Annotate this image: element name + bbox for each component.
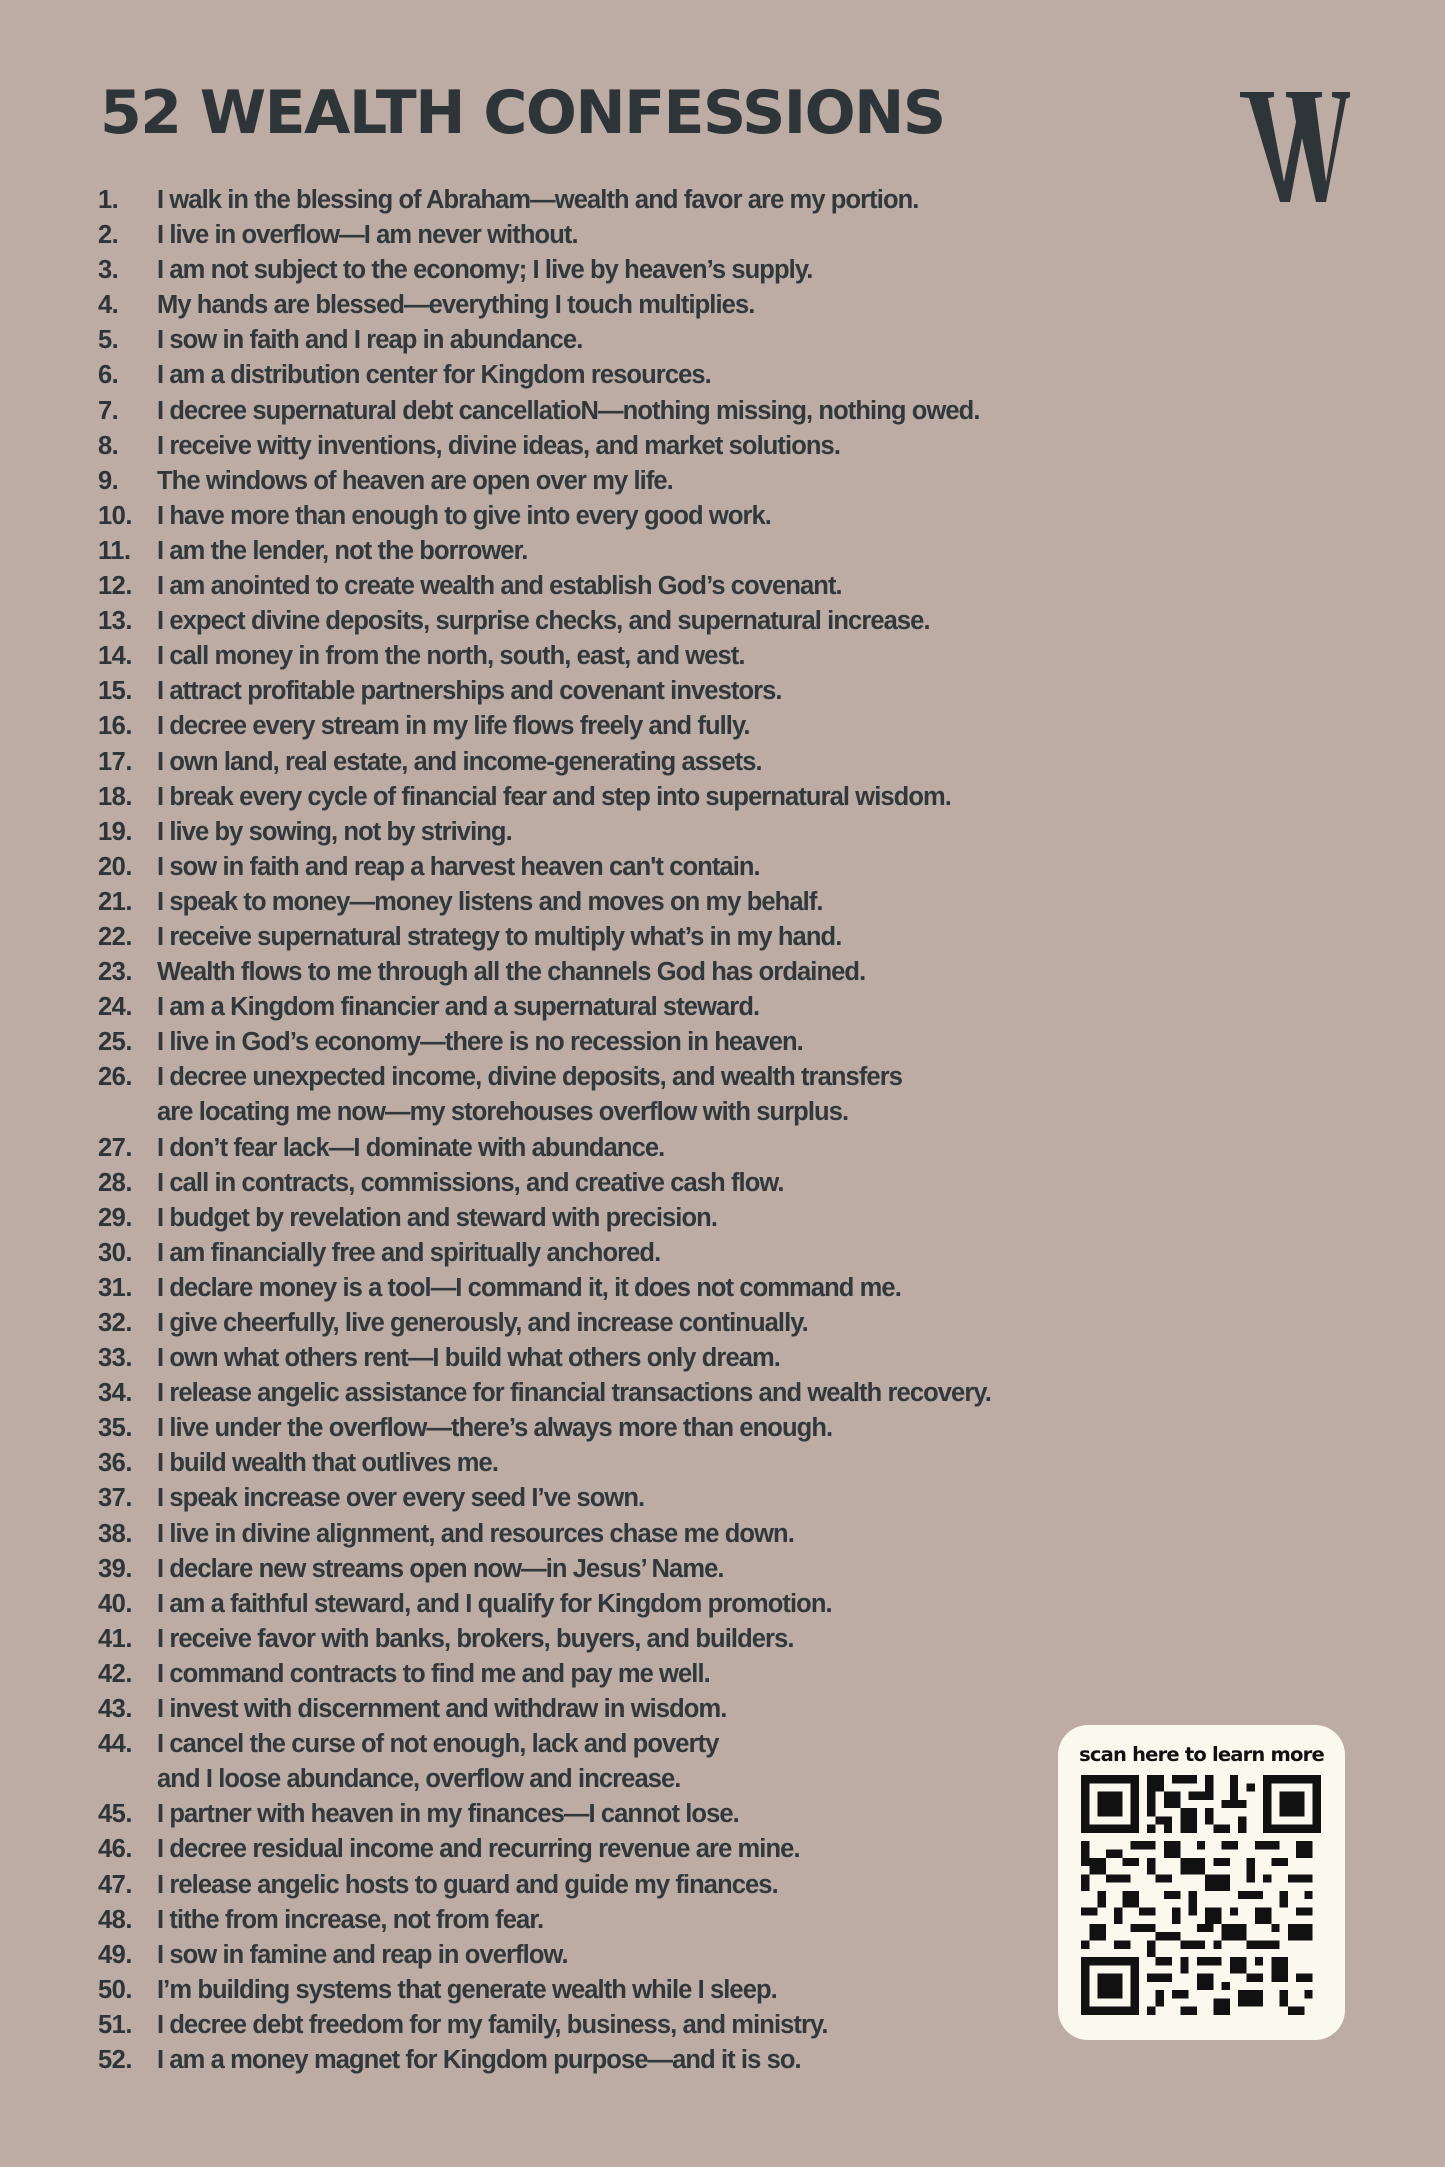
confession-text-line: I’m building systems that generate wealth while I sleep. bbox=[157, 1975, 777, 2004]
confession-text-line: The windows of heaven are open over my life. bbox=[157, 466, 673, 495]
confession-text-line: I give cheerfully, live generously, and increase continually. bbox=[157, 1309, 808, 1337]
confession-item bbox=[98, 990, 991, 1025]
confession-item bbox=[98, 1692, 991, 1727]
confession-text-line: I am financially free and spiritually anchored. bbox=[157, 1238, 661, 1267]
confession-number: 42. bbox=[98, 1659, 132, 1688]
confession-text bbox=[157, 1552, 724, 1587]
confession-number: 23. bbox=[98, 958, 132, 987]
confession-item bbox=[98, 1376, 991, 1411]
confession-number: 49. bbox=[98, 1940, 132, 1969]
confession-text-line: I am not subject to the economy; I live by heaven’s supply. bbox=[157, 256, 813, 285]
confession-text-line: Wealth flows to me through all the channels God has ordained. bbox=[157, 958, 866, 987]
confession-text-line: I decree unexpected income, divine deposits, and wealth transfers bbox=[157, 1063, 902, 1092]
confession-item bbox=[98, 1481, 991, 1516]
confession-item bbox=[98, 1587, 991, 1622]
confession-number: 20. bbox=[98, 852, 132, 881]
confession-text-line: I decree supernatural debt cancellatioN—nothing missing, nothing owed. bbox=[157, 396, 980, 425]
confession-item bbox=[98, 1236, 991, 1271]
confession-number: 10. bbox=[98, 501, 132, 530]
qr-card[interactable] bbox=[1058, 1725, 1345, 2040]
confession-text-line: I call in contracts, commissions, and creative cash flow. bbox=[157, 1168, 784, 1197]
confession-text-line: I command contracts to find me and pay me well. bbox=[157, 1659, 710, 1688]
page-title: 52 WEALTH CONFESSIONS bbox=[100, 78, 945, 148]
confession-text bbox=[157, 1271, 901, 1306]
confession-text-line: I partner with heaven in my finances—I cannot lose. bbox=[157, 1800, 739, 1829]
confession-text bbox=[157, 499, 771, 534]
confession-text bbox=[157, 358, 711, 393]
confession-item bbox=[98, 674, 991, 709]
confession-text-line: I speak increase over every seed I’ve sown. bbox=[157, 1484, 645, 1513]
confession-number: 2. bbox=[98, 221, 119, 250]
confession-item bbox=[98, 1797, 991, 1832]
confession-text bbox=[157, 288, 754, 323]
confession-item bbox=[98, 2043, 991, 2078]
confession-number: 41. bbox=[98, 1624, 132, 1653]
confession-text bbox=[157, 990, 759, 1025]
confession-text-line: I live in overflow—I am never without. bbox=[157, 221, 578, 250]
confession-item bbox=[98, 1411, 991, 1446]
confession-text bbox=[157, 1797, 739, 1832]
confession-text-line: I receive witty inventions, divine ideas, and market solutions. bbox=[157, 431, 841, 460]
confession-item bbox=[98, 1060, 991, 1130]
confession-number: 40. bbox=[98, 1589, 132, 1618]
confession-item bbox=[98, 1446, 991, 1481]
confession-text-line: I break every cycle of financial fear and step into supernatural wisdom. bbox=[157, 782, 951, 811]
confession-number: 38. bbox=[98, 1519, 132, 1548]
confession-text bbox=[157, 639, 745, 674]
qr-code-icon[interactable] bbox=[1081, 1775, 1321, 2015]
confession-text-line: I decree every stream in my life flows freely and fully. bbox=[157, 712, 750, 741]
confession-text-line: I sow in famine and reap in overflow. bbox=[157, 1940, 568, 1969]
confession-number: 43. bbox=[98, 1695, 132, 1724]
confession-text-line: I am the lender, not the borrower. bbox=[157, 536, 528, 565]
confession-text bbox=[157, 1060, 902, 1130]
confession-number: 5. bbox=[98, 326, 119, 355]
confession-number: 3. bbox=[98, 256, 119, 285]
confession-text bbox=[157, 1446, 498, 1481]
confession-number: 35. bbox=[98, 1414, 132, 1443]
confession-text bbox=[157, 745, 762, 780]
confession-number: 45. bbox=[98, 1800, 132, 1829]
confession-item bbox=[98, 745, 991, 780]
confession-text-line: I am anointed to create wealth and establish God’s covenant. bbox=[157, 572, 842, 601]
confession-number: 47. bbox=[98, 1870, 132, 1899]
confession-text bbox=[157, 1727, 718, 1797]
confession-text bbox=[157, 815, 512, 850]
confession-text-line: I sow in faith and I reap in abundance. bbox=[157, 326, 583, 355]
confession-number: 29. bbox=[98, 1203, 132, 1232]
confession-text-line: I expect divine deposits, surprise checks, and supernatural increase. bbox=[157, 607, 930, 636]
confession-text bbox=[157, 955, 865, 990]
confession-text bbox=[157, 1868, 778, 1903]
confession-text-line: I am a faithful steward, and I qualify for Kingdom promotion. bbox=[157, 1589, 832, 1618]
confession-number: 27. bbox=[98, 1133, 132, 1162]
confession-number: 15. bbox=[98, 677, 132, 706]
confession-number: 14. bbox=[98, 642, 132, 671]
confession-number: 6. bbox=[98, 361, 119, 390]
confession-item bbox=[98, 499, 991, 534]
confession-text-line: I receive supernatural strategy to multiply what’s in my hand. bbox=[157, 922, 842, 951]
confession-text bbox=[157, 1481, 644, 1516]
confession-item bbox=[98, 1832, 991, 1867]
confession-item bbox=[98, 639, 991, 674]
confession-item bbox=[98, 780, 991, 815]
confession-item bbox=[98, 1025, 991, 1060]
confession-number: 28. bbox=[98, 1168, 132, 1197]
confession-text-line: I speak to money—money listens and moves on my behalf. bbox=[157, 887, 823, 916]
confession-text-line: I budget by revelation and steward with precision. bbox=[157, 1203, 718, 1232]
confession-text-line: I invest with discernment and withdraw in wisdom. bbox=[157, 1695, 727, 1724]
confession-text bbox=[157, 323, 582, 358]
confession-item bbox=[98, 1938, 991, 1973]
confession-number: 44. bbox=[98, 1730, 132, 1759]
confession-text-line: I decree debt freedom for my family, business, and ministry. bbox=[157, 2010, 828, 2039]
confession-text bbox=[157, 1411, 832, 1446]
confession-number: 39. bbox=[98, 1554, 132, 1583]
confession-item bbox=[98, 1271, 991, 1306]
confession-number: 25. bbox=[98, 1028, 132, 1057]
confession-item bbox=[98, 1868, 991, 1903]
confession-text bbox=[157, 780, 951, 815]
confession-text bbox=[157, 1201, 717, 1236]
confession-text-line: I receive favor with banks, brokers, buyers, and builders. bbox=[157, 1624, 794, 1653]
confession-item bbox=[98, 1657, 991, 1692]
confession-text-line: I am a Kingdom financier and a supernatural steward. bbox=[157, 993, 760, 1022]
confession-number: 30. bbox=[98, 1238, 132, 1267]
confession-number: 1. bbox=[98, 186, 119, 214]
confession-item bbox=[98, 394, 991, 429]
confession-number: 50. bbox=[98, 1975, 132, 2004]
confession-text bbox=[157, 709, 750, 744]
confession-text bbox=[157, 1832, 800, 1867]
confession-text bbox=[157, 1306, 808, 1341]
confession-number: 26. bbox=[98, 1063, 132, 1092]
confession-number: 36. bbox=[98, 1449, 132, 1478]
confession-item bbox=[98, 2008, 991, 2043]
confession-text bbox=[157, 920, 841, 955]
confession-number: 48. bbox=[98, 1905, 132, 1934]
confession-item bbox=[98, 1727, 991, 1797]
confession-item bbox=[98, 1131, 991, 1166]
confession-text-line: I live in divine alignment, and resources chase me down. bbox=[157, 1519, 794, 1548]
confession-text bbox=[157, 253, 812, 288]
confession-text-line: I declare money is a tool—I command it, it does not command me. bbox=[157, 1273, 901, 1302]
confession-text bbox=[157, 2043, 801, 2078]
confession-text bbox=[157, 1657, 710, 1692]
confession-item bbox=[98, 709, 991, 744]
confession-item bbox=[98, 1166, 991, 1201]
confession-text bbox=[157, 1376, 991, 1411]
confession-item bbox=[98, 920, 991, 955]
confession-text-line: I sow in faith and reap a harvest heaven can't contain. bbox=[157, 852, 760, 881]
confession-number: 7. bbox=[98, 396, 119, 425]
confession-number: 34. bbox=[98, 1379, 132, 1408]
confession-text-line: I cancel the curse of not enough, lack and poverty bbox=[157, 1730, 719, 1759]
confession-text-line: I live under the overflow—there’s always more than enough. bbox=[157, 1414, 833, 1443]
confession-text-line: I walk in the blessing of Abraham—wealth and favor are my portion. bbox=[157, 186, 919, 214]
confession-number: 13. bbox=[98, 607, 132, 636]
confession-text bbox=[157, 1166, 784, 1201]
qr-label: scan here to learn more bbox=[1079, 1743, 1324, 1766]
confession-text bbox=[157, 1236, 660, 1271]
confession-text bbox=[157, 429, 840, 464]
confession-text-line: I own what others rent—I build what others only dream. bbox=[157, 1344, 780, 1373]
confession-number: 51. bbox=[98, 2010, 132, 2039]
confession-text bbox=[157, 674, 782, 709]
confession-item bbox=[98, 1306, 991, 1341]
confession-item bbox=[98, 604, 991, 639]
confession-item bbox=[98, 464, 991, 499]
confession-item bbox=[98, 1973, 991, 2008]
confession-item bbox=[98, 955, 991, 990]
confession-text-line: I decree residual income and recurring revenue are mine. bbox=[157, 1835, 800, 1864]
confession-text-line: I don’t fear lack—I dominate with abundance. bbox=[157, 1133, 665, 1162]
confession-text-line: I tithe from increase, not from fear. bbox=[157, 1905, 544, 1934]
confession-item bbox=[98, 288, 991, 323]
confession-text-line: I am a distribution center for Kingdom resources. bbox=[157, 361, 711, 390]
confession-number: 24. bbox=[98, 993, 132, 1022]
confession-number: 21. bbox=[98, 887, 132, 916]
confession-text-line: I release angelic hosts to guard and guide my finances. bbox=[157, 1870, 778, 1899]
confession-item bbox=[98, 1903, 991, 1938]
confession-text bbox=[157, 183, 918, 218]
confession-text bbox=[157, 218, 578, 253]
confession-number: 31. bbox=[98, 1273, 132, 1302]
confession-text-line: I release angelic assistance for financial transactions and wealth recovery. bbox=[157, 1379, 991, 1408]
confession-text-line: and I loose abundance, overflow and increase. bbox=[157, 1765, 681, 1794]
confession-text-line: I have more than enough to give into every good work. bbox=[157, 501, 771, 530]
confession-list bbox=[98, 183, 991, 2078]
confession-text-line: are locating me now—my storehouses overflow with surplus. bbox=[157, 1098, 849, 1127]
confession-text bbox=[157, 2008, 828, 2043]
confession-item bbox=[98, 1341, 991, 1376]
confession-number: 52. bbox=[98, 2045, 132, 2074]
confession-number: 11. bbox=[98, 536, 131, 565]
confession-text bbox=[157, 1131, 664, 1166]
confession-text bbox=[157, 394, 980, 429]
confession-text-line: I attract profitable partnerships and covenant investors. bbox=[157, 677, 782, 706]
confession-text bbox=[157, 850, 760, 885]
confession-item bbox=[98, 358, 991, 393]
confession-text bbox=[157, 1938, 568, 1973]
confession-item bbox=[98, 815, 991, 850]
confession-item bbox=[98, 1552, 991, 1587]
confession-item bbox=[98, 1201, 991, 1236]
confession-text bbox=[157, 1341, 780, 1376]
confession-number: 8. bbox=[98, 431, 119, 460]
confession-text-line: My hands are blessed—everything I touch multiplies. bbox=[157, 291, 755, 320]
confession-number: 22. bbox=[98, 922, 132, 951]
confession-text-line: I live by sowing, not by striving. bbox=[157, 817, 512, 846]
confession-text bbox=[157, 1587, 832, 1622]
confession-number: 12. bbox=[98, 572, 132, 601]
confession-text bbox=[157, 569, 842, 604]
confession-text-line: I am a money magnet for Kingdom purpose—and it is so. bbox=[157, 2045, 801, 2074]
confession-item bbox=[98, 323, 991, 358]
confession-text bbox=[157, 1622, 794, 1657]
confession-number: 32. bbox=[98, 1309, 132, 1337]
confession-number: 16. bbox=[98, 712, 132, 741]
confession-text bbox=[157, 885, 823, 920]
confession-number: 33. bbox=[98, 1344, 132, 1373]
confession-text-line: I own land, real estate, and income-generating assets. bbox=[157, 747, 762, 776]
confession-text-line: I call money in from the north, south, east, and west. bbox=[157, 642, 745, 671]
confession-item bbox=[98, 218, 991, 253]
w-monogram-logo-icon bbox=[1240, 86, 1350, 204]
confession-text bbox=[157, 604, 930, 639]
confession-text bbox=[157, 464, 673, 499]
confession-text-line: I live in God’s economy—there is no recession in heaven. bbox=[157, 1028, 803, 1057]
confession-item bbox=[98, 1622, 991, 1657]
confession-item bbox=[98, 253, 991, 288]
confession-item bbox=[98, 429, 991, 464]
confession-item bbox=[98, 885, 991, 920]
confession-text-line: I declare new streams open now—in Jesus’ Name. bbox=[157, 1554, 724, 1583]
confession-number: 19. bbox=[98, 817, 132, 846]
confession-item bbox=[98, 534, 991, 569]
confession-item bbox=[98, 1517, 991, 1552]
confession-number: 46. bbox=[98, 1835, 132, 1864]
confession-text bbox=[157, 1025, 803, 1060]
confession-number: 18. bbox=[98, 782, 132, 811]
confession-text bbox=[157, 1517, 794, 1552]
confession-text bbox=[157, 1903, 543, 1938]
confession-text bbox=[157, 1692, 726, 1727]
confession-number: 4. bbox=[98, 291, 119, 320]
confession-item bbox=[98, 569, 991, 604]
confession-item bbox=[98, 850, 991, 885]
confession-number: 37. bbox=[98, 1484, 132, 1513]
confession-text bbox=[157, 534, 527, 569]
confession-text-line: I build wealth that outlives me. bbox=[157, 1449, 498, 1478]
confession-number: 9. bbox=[98, 466, 119, 495]
confession-number: 17. bbox=[98, 747, 132, 776]
confession-item bbox=[98, 183, 991, 218]
confession-text bbox=[157, 1973, 777, 2008]
